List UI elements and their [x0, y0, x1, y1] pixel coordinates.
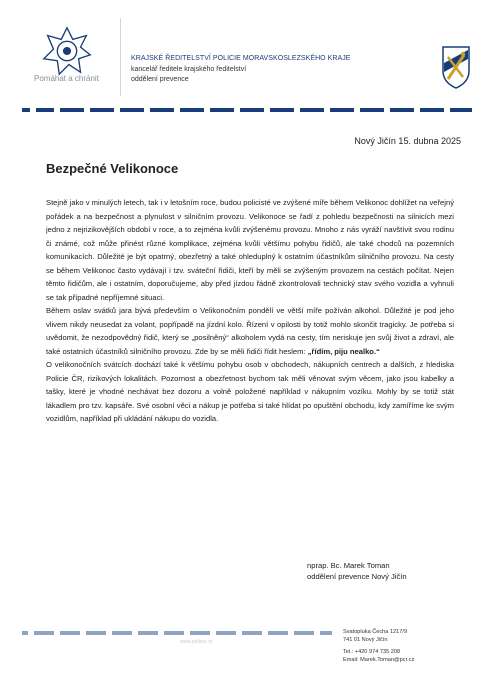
- footer-address: [343, 628, 414, 664]
- header-stripe: [22, 108, 472, 112]
- org-name: KRAJSKÉ ŘEDITELSTVÍ POLICIE MORAVSKOSLEZSKÉHO KRAJE: [131, 55, 351, 62]
- footer-phone: Tel.: +420 974 735 208: [343, 649, 401, 655]
- paragraph-alcohol-text: Během oslav svátků jara bývá především o Velikonočním pondělí ve větší míře požíván alkohol. Důležité je pod jeho vlivem nikdy neusedat za volant, popřípadě na jízdní kolo. Řízení v opilosti by totiž mohlo skončit tragicky. Je potřeba si uvědomit, že nezodpovědný řidič, který se „posilněný“ alkoholem vydá na cesty, tím neriskuje jen svůj život a zdraví, ale také ostatních účastníků silničního provozu. Zde by se měli řidiči řídit heslem:: [46, 306, 454, 356]
- slogan: „řídím, piju nealko.“: [307, 346, 380, 356]
- header-divider: [120, 18, 121, 96]
- paragraph-alcohol: [46, 304, 454, 358]
- regional-emblem-logo: [441, 45, 471, 89]
- paragraph-traffic-safety: Stejně jako v minulých letech, tak i v letošním roce, budou policisté ve zvýšené míře během Velikonoc dohlížet na veřejný pořádek a na bezpečnost a plynulost v silničním provozu. Velikonoce se řadí z pohledu bezpečnosti na silnicích mezi jedno z nejrizikovějších období v roce, a to zejména kvůli zvýšenému provozu. Mnoho z nás vyráží navštívit svou rodinu či známé, což může přinést různé komplikace, zejména kvůli většímu pohybu řidičů, ale také chodců na pozemních komunikacích. Důležité je být opatrný, obezřetný a také ohleduplný k ostatním účastníkům silničního provozu. Na cesty se během Velikonoc často vydávají i tzv. sváteční řidiči, kteří by měli se zvýšeným provozem na cestách počítat. Nejen těmto řidičům, ale i ostatním, doporučujeme, aby před jízdou řádně zkontrolovali technický stav svého vozidla a vyhnuli se tak případné nepříjemné situaci.: [46, 198, 454, 302]
- letter-date: Nový Jičín 15. dubna 2025: [354, 136, 461, 146]
- footer-street: Svatopluka Čecha 1217/9: [343, 629, 408, 635]
- signature-block: [307, 560, 407, 582]
- letter-body: [46, 196, 454, 426]
- footer-city: 741 01 Nový Jičín: [343, 637, 388, 643]
- document-title: Bezpečné Velikonoce: [46, 161, 179, 176]
- signature-department: oddělení prevence Nový Jičín: [307, 572, 407, 581]
- motto: Pomáhat a chránit: [34, 74, 99, 83]
- footer-email: Email: Marek.Toman@pcr.cz: [343, 657, 415, 663]
- org-unit: oddělení prevence: [131, 76, 189, 83]
- org-department: kancelář ředitele krajského ředitelství: [131, 66, 247, 73]
- footer-stripe: [22, 631, 332, 635]
- paragraph-theft: O velikonočních svátcích dochází také k většímu pohybu osob v obchodech, nákupních centrech a dalších, z hlediska Policie ČR, rizikových lokalitách. Pozornost a obezřetnost bychom tak měli věnovat svým věcem, jako jsou kabelky a tašky, které je vhodné nechávat bez dozoru a volně položené například v nákupním vozíku. Mohly by se totiž stát lákadlem pro tzv. kapsáře. Své osobní věci a nákup je potřeba si také hlídat po opuštění obchodu, kdy zamíříme ke svým vozidlům, například při ukládání nákupu do vozidla.: [46, 360, 454, 423]
- police-star-logo: [38, 22, 96, 80]
- signature-name: nprap. Bc. Marek Toman: [307, 561, 390, 570]
- footer-website: www.policie.cz: [180, 639, 213, 645]
